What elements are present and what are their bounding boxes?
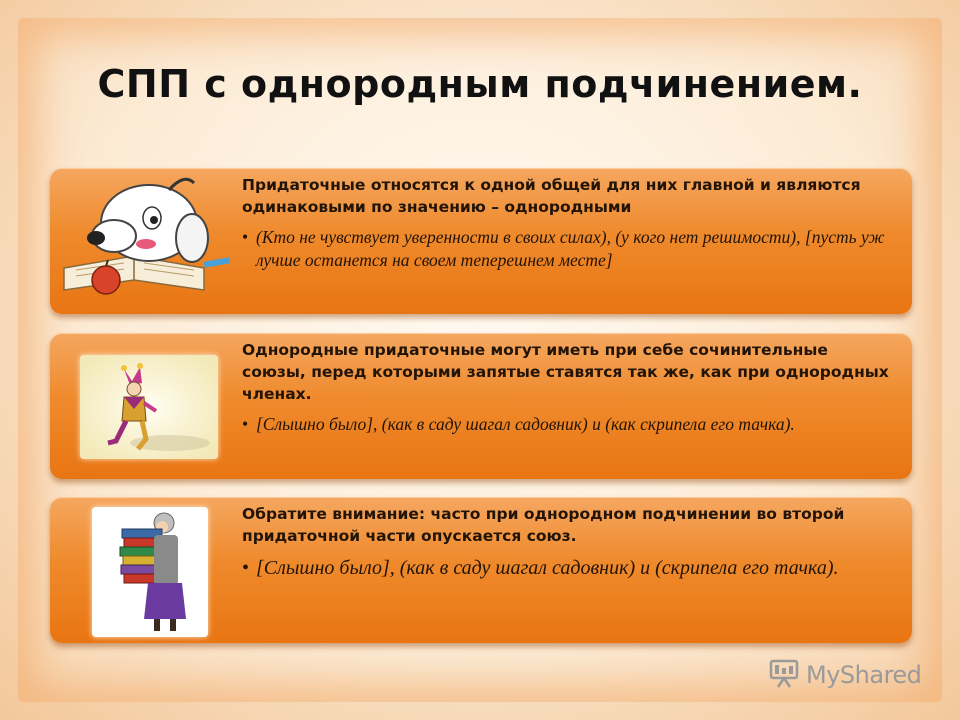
cartoon-dog-illustration xyxy=(54,168,234,308)
bullet-icon: • xyxy=(242,414,249,434)
rule-card-2 xyxy=(50,333,912,479)
jester-illustration xyxy=(80,355,218,459)
card-heading: Обратите внимание: часто при однородном подчинении во второй придаточной части опускается союз. xyxy=(242,505,845,545)
card-example xyxy=(242,226,894,272)
rule-card-3 xyxy=(50,497,912,643)
card-text-3 xyxy=(242,503,894,582)
card-example-text: [Слышно было], (как в саду шагал садовник) и (скрипела его тачка). xyxy=(256,557,839,579)
card-example xyxy=(242,413,894,436)
myshared-watermark xyxy=(768,655,921,695)
rule-card-1 xyxy=(50,168,912,314)
presentation-icon xyxy=(768,657,800,694)
card-example-text: [Слышно было], (как в саду шагал садовник) и (как скрипела его тачка). xyxy=(256,414,795,434)
person-with-books-illustration xyxy=(92,507,208,637)
card-heading: Однородные придаточные могут иметь при себе сочинительные союзы, перед которыми запятые ставятся так же, как при однородных членах. xyxy=(242,341,889,403)
bullet-icon: • xyxy=(242,557,250,579)
card-heading: Придаточные относятся к одной общей для них главной и являются одинаковыми по значению – однородными xyxy=(242,176,861,216)
slide-title: СПП с однородным подчинением. xyxy=(97,62,863,106)
card-example xyxy=(242,555,894,582)
watermark-text: MyShared xyxy=(806,661,922,689)
card-text-2 xyxy=(242,339,894,436)
card-text-1 xyxy=(242,174,894,272)
bullet-icon: • xyxy=(242,227,249,247)
card-example-text: (Кто не чувствует уверенности в своих силах), (у кого нет решимости), [пусть уж лучше останется на своем теперешнем месте] xyxy=(256,227,885,270)
